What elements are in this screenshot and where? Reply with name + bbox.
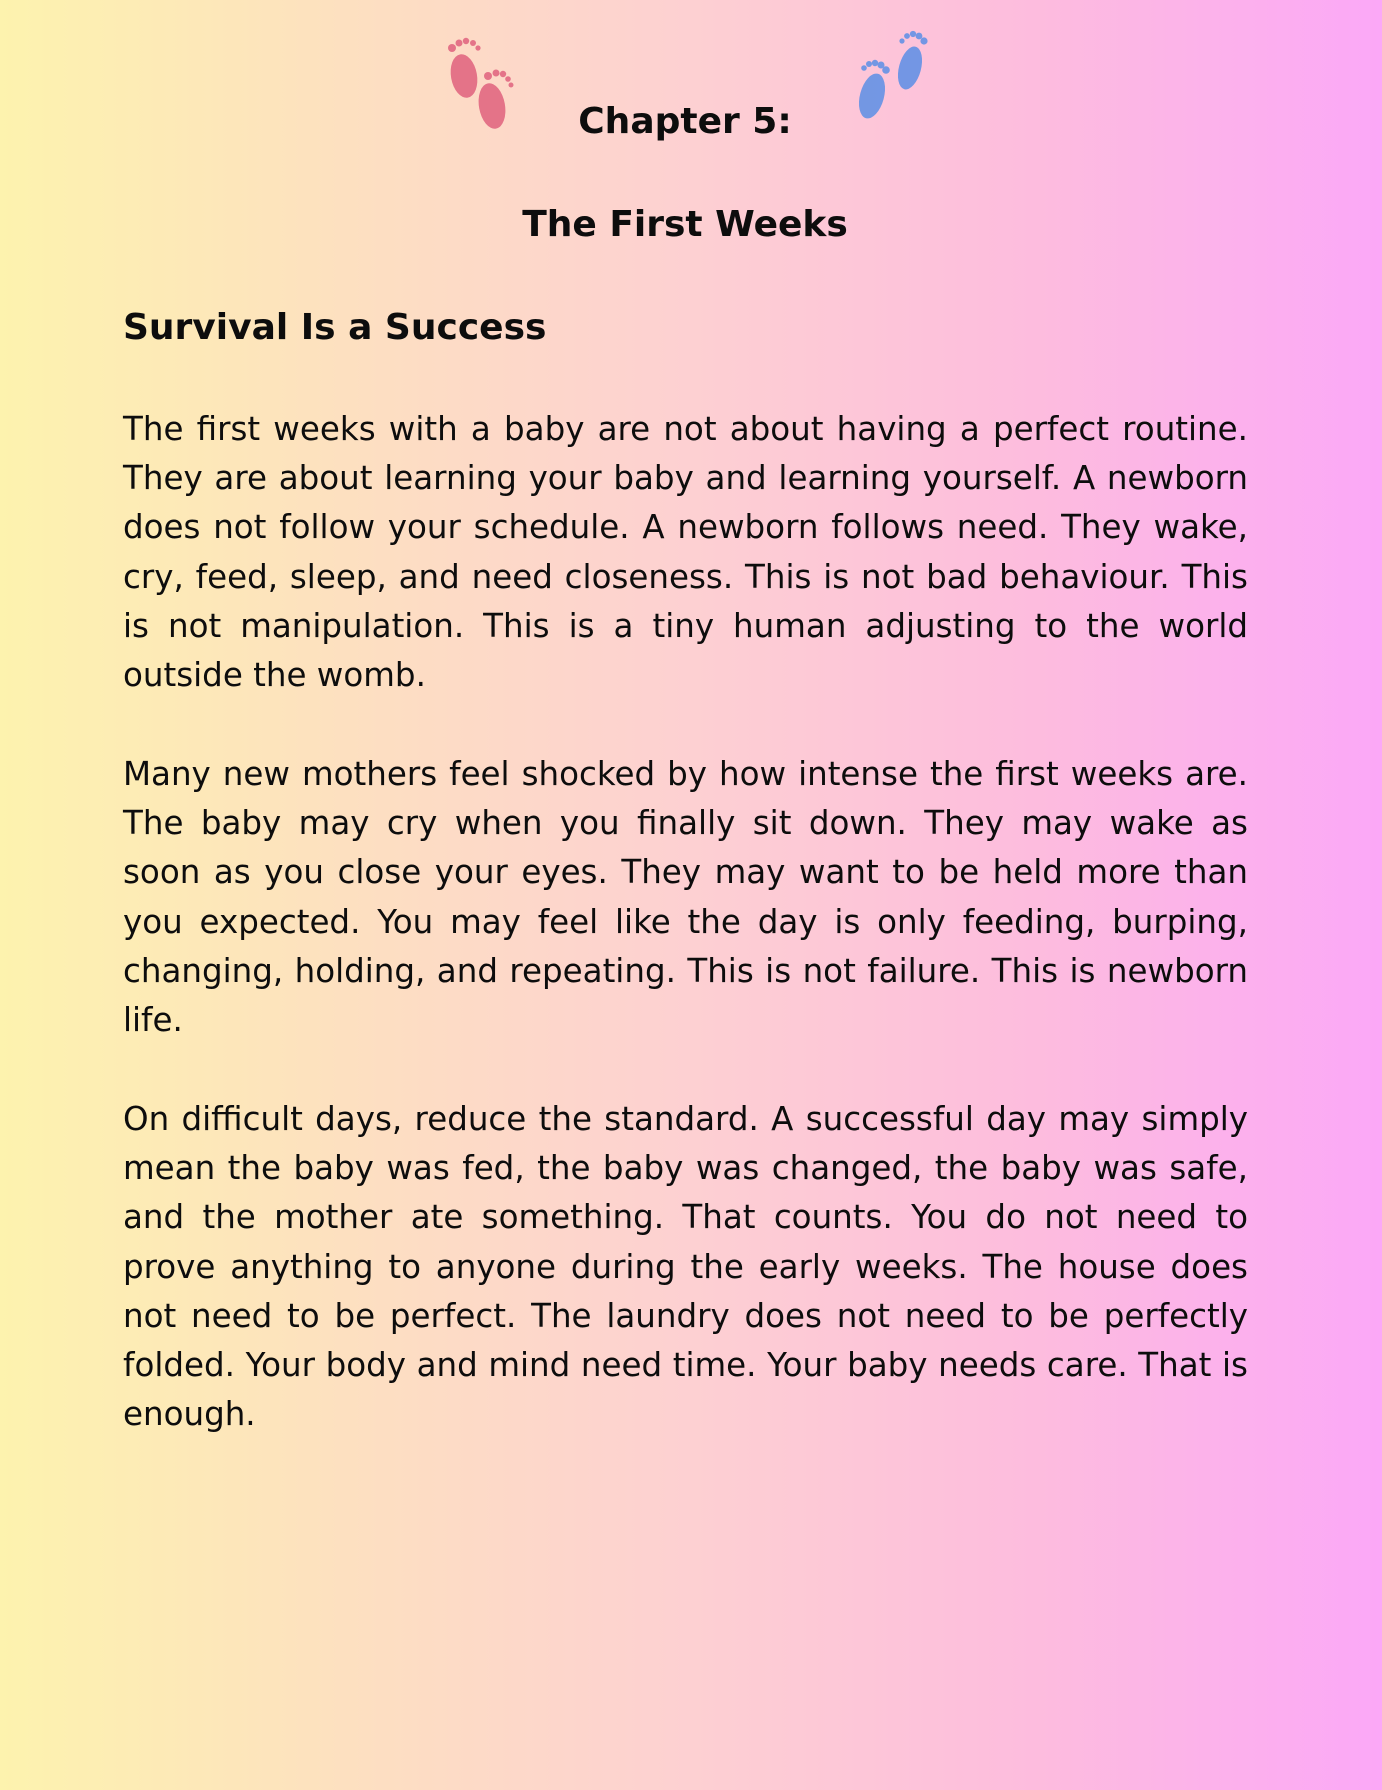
- section-heading: Survival Is a Success: [123, 307, 547, 348]
- body-paragraph-1: The first weeks with a baby are not about having a perfect routine. They are about learning your baby and learning yourself. A newborn does not follow your schedule. A newborn follows need. They wake, cry, feed, sleep, and need closeness. This is not bad behaviour. This is not manipulation. This is a tiny human adjusting to the world outside the womb.: [123, 410, 1248, 695]
- body-paragraph-3: On difficult days, reduce the standard. A successful day may simply mean the baby was fed, the baby was changed, the baby was safe, and the mother ate something. That counts. You do not need to prove anything to anyone during the early weeks. The house does not need to be perfect. The laundry does not need to be perfectly folded. Your body and mind need time. Your baby needs care. That is enough.: [123, 1100, 1248, 1434]
- chapter-title: The First Weeks: [522, 204, 848, 245]
- body-paragraph-2: Many new mothers feel shocked by how intense the first weeks are. The baby may cry when you finally sit down. They may wake as soon as you close your eyes. They may want to be held more than you expected. You may feel like the day is only feeding, burping, changing, holding, and repeating. This is not failure. This is newborn life.: [123, 755, 1248, 1040]
- chapter-number: Chapter 5:: [578, 101, 792, 142]
